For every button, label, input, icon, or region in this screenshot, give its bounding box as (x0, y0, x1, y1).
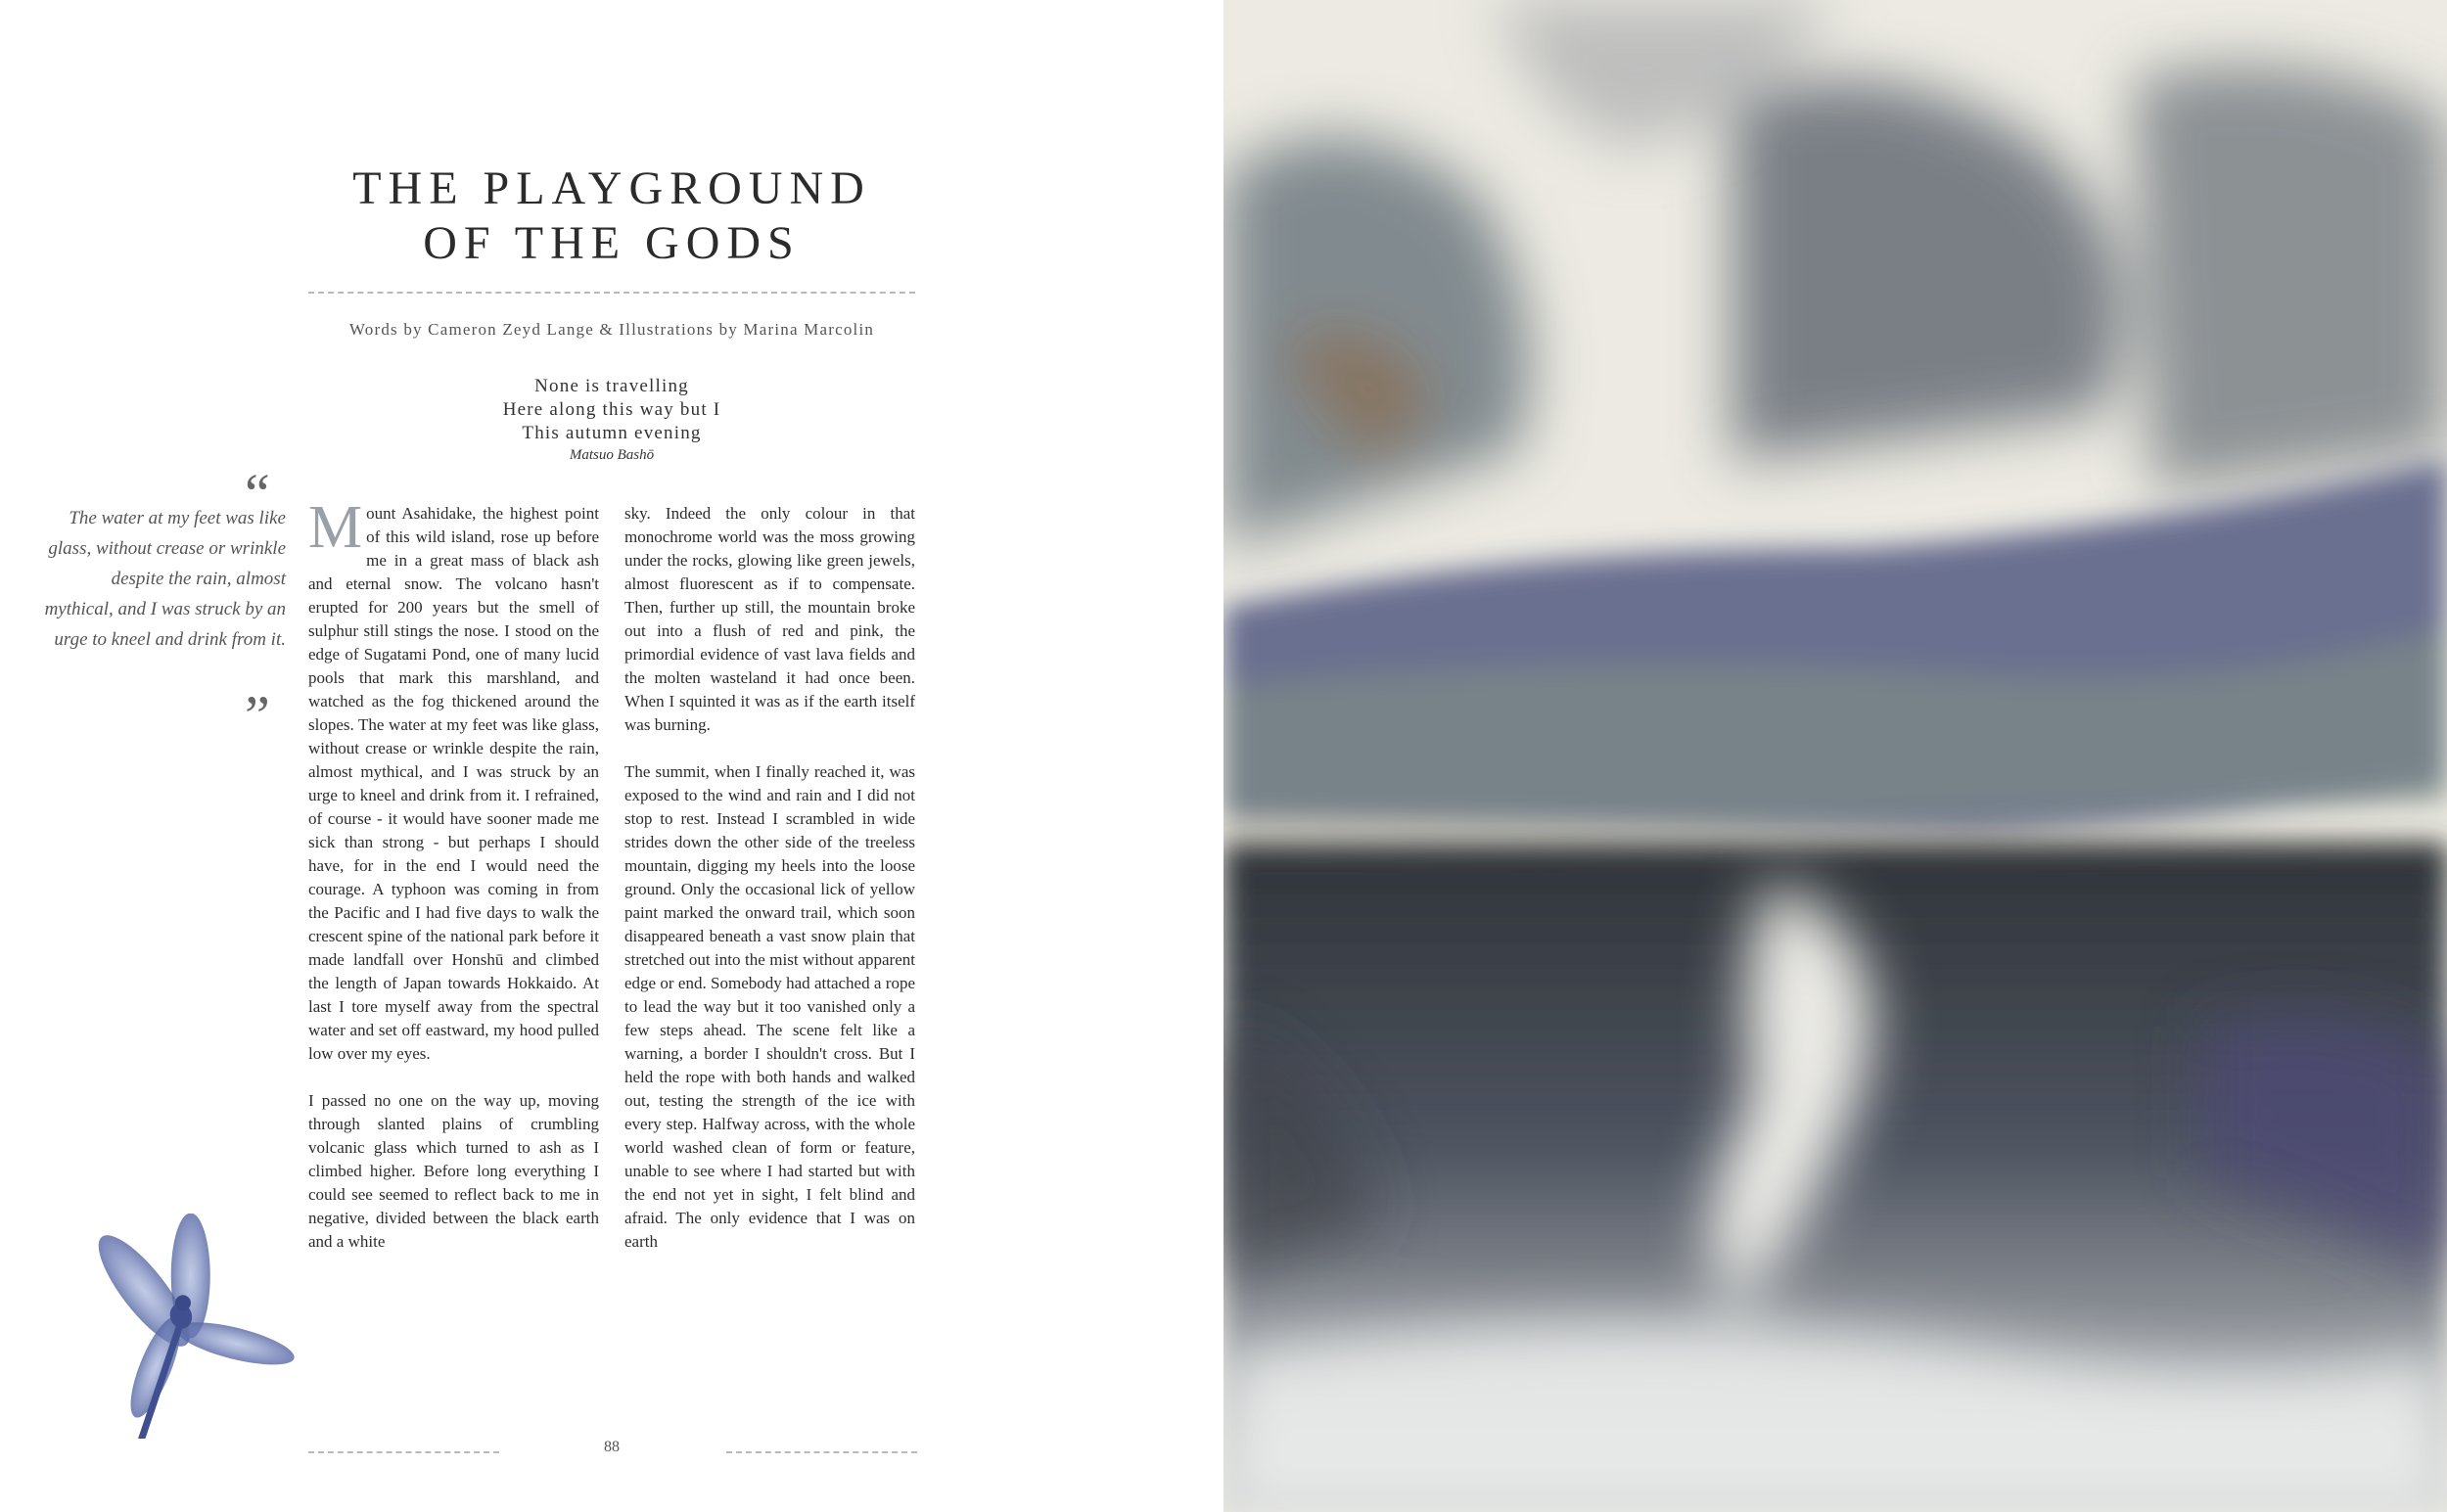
body-text: ount Asahidake, the highest point of this wild island, rose up before me in a great mass of black ash and eternal snow. The volcano hasn't erupted for 200 years but the smell of sulphur still stings the nose. I stood on the edge of Sugatami Pond, one of many lucid pools that mark this marshland, and watched as the fog thickened around the slopes. The water at my feet was like glass, without crease or wrinkle despite the rain, almost mythical, and I was struck by an urge to kneel and drink from it. I refrained, of course - it would have sooner made me sick than strong - but perhaps I should have, for in the end I would need the courage. A typhoon was coming in from the Pacific and I had five days to walk the crescent spine of the national park before it made landfall over Honshū and climbed the length of Japan towards Hokkaido. At last I tore myself away from the spectral water and set off eastward, my hood pulled low over my eyes. (308, 504, 599, 1063)
epigraph-line-1: None is travelling (534, 376, 689, 396)
epigraph-line-3: This autumn evening (522, 423, 702, 443)
body-column-1 (308, 494, 599, 1277)
epigraph-line-2: Here along this way but I (502, 399, 721, 420)
pullquote-open-mark: “ (245, 462, 270, 526)
epigraph (411, 375, 812, 465)
body-paragraph (308, 494, 599, 1066)
body-paragraph: sky. Indeed the only colour in that monochrome world was the moss growing under the rocks, glowing like green jewels, almost fluorescent as if to compensate. Then, further up still, the mountain broke out into a flush of red and pink, the primordial evidence of vast lava fields and the molten wasteland it had once been. When I squinted it was as if the earth itself was burning. (624, 504, 915, 734)
pullquote-close-mark: ” (245, 684, 270, 748)
right-page (1224, 0, 2447, 1512)
title-divider (308, 292, 915, 294)
body-paragraph: The summit, when I finally reached it, was exposed to the wind and rain and I did not stop to rest. Instead I scrambled in wide strides down the other side of the treeless mountain, digging my heels into the loose ground. Only the occasional lick of yellow paint marked the onward trail, which soon disappeared beneath a vast snow plain that stretched out into the mist without apparent edge or end. Somebody had attached a rope to lead the way but it too vanished only a few steps ahead. The scene felt like a warning, a border I shouldn't cross. But I held the rope with both hands and walked out, testing the strength of the ice with every step. Halfway across, with the whole world washed clean of form or feature, unable to see where I had started but with the end not yet in sight, I felt blind and afraid. The only evidence that I was on earth (624, 762, 915, 1251)
epigraph-author: Matsuo Bashō (569, 447, 655, 463)
drop-cap: M (308, 494, 363, 561)
watercolor-landscape (1224, 0, 2447, 1512)
page-number: 88 (604, 1439, 620, 1455)
article-title (294, 161, 930, 271)
dragonfly-illustration (61, 1214, 296, 1439)
title-line-2: OF THE GODS (423, 217, 801, 269)
footer-rule-right (726, 1451, 917, 1453)
pullquote: The water at my feet was like glass, without crease or wrinkle despite the rain, almost mythical, and I was struck by an urge to kneel and drink from it. (44, 508, 286, 650)
footer-rule-left (308, 1451, 499, 1453)
title-line-1: THE PLAYGROUND (352, 162, 871, 214)
body-paragraph: I passed no one on the way up, moving through slanted plains of crumbling volcanic glass which turned to ash as I climbed higher. Before long everything I could see seemed to reflect back to me in negative, divided between the black earth and a white (308, 1091, 599, 1251)
body-column-2 (624, 502, 915, 1277)
byline: Words by Cameron Zeyd Lange & Illustrations by Marina Marcolin (348, 320, 875, 339)
